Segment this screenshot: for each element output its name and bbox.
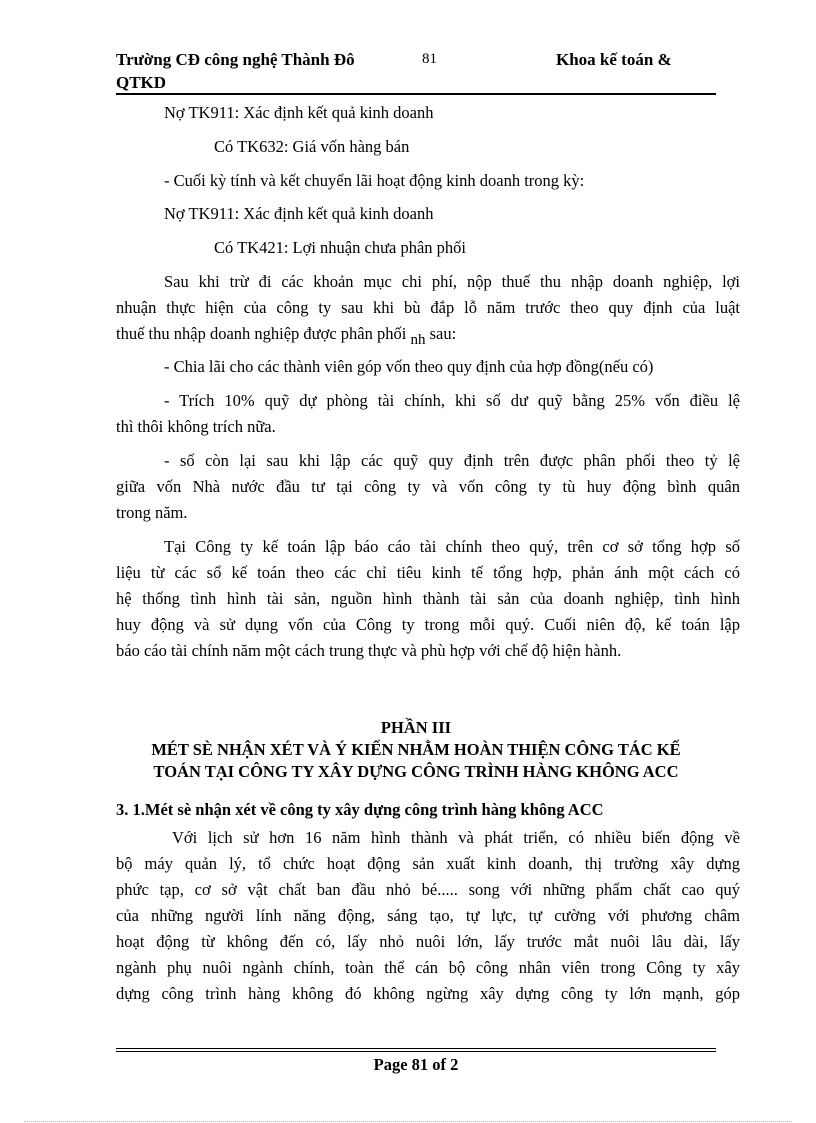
entry-line: - Cuối kỳ tính và kết chuyển lãi hoạt động kinh doanh trong kỳ: bbox=[164, 171, 585, 190]
bullet-line: - số còn lại sau khi lập các quỹ quy định trên được phân phối theo tỷ lệ bbox=[164, 451, 740, 470]
paragraph-line: hệ thống tình hình tài sản, nguồn hình thành tài sản của doanh nghiệp, tình hình bbox=[116, 589, 740, 608]
paragraph-line: Tại Công ty kế toán lập báo cáo tài chính theo quý, trên cơ sở tổng hợp số bbox=[164, 537, 740, 556]
bullet-line: giữa vốn Nhà nước đầu tư tại công ty và vốn công ty tù huy động bình quân bbox=[116, 477, 740, 496]
bullet-line: - Trích 10% quỹ dự phòng tài chính, khi số dư quỹ bằng 25% vốn điều lệ bbox=[164, 391, 740, 410]
header-page-number: 81 bbox=[422, 51, 437, 67]
page-footer: Page 81 of 2 bbox=[373, 1055, 459, 1074]
bullet-line: trong năm. bbox=[116, 503, 188, 522]
entry-line: Nợ TK911: Xác định kết quả kinh doanh bbox=[164, 103, 434, 122]
paragraph-line: hoạt động từ không đến có, lấy nhỏ nuôi lớn, lấy trước mắt nuôi lâu dài, lấy bbox=[116, 932, 740, 951]
footer-rule bbox=[116, 1048, 716, 1049]
bullet-line: - Chia lãi cho các thành viên góp vốn theo quy định của hợp đồng(nếu có) bbox=[164, 357, 654, 376]
school-name-line2: QTKD bbox=[116, 73, 167, 92]
part-heading: TOÁN TẠI CÔNG TY XÂY DỰNG CÔNG TRÌNH HÀNG KHÔNG ACC bbox=[153, 762, 679, 781]
part-heading: MÉT SÈ NHẬN XÉT VÀ Ý KIẾN NHẰM HOÀN THIỆN CÔNG TÁC KẾ bbox=[151, 740, 681, 759]
paragraph-line: báo cáo tài chính năm một cách trung thực và phù hợp với chế độ hiện hành. bbox=[116, 641, 622, 660]
header-rule bbox=[116, 93, 716, 95]
subscript-fragment: nh bbox=[410, 332, 426, 348]
paragraph-line: Với lịch sử hơn 16 năm hình thành và phát triển, có nhiều biến động về bbox=[172, 828, 740, 847]
entry-line: Có TK632: Giá vốn hàng bán bbox=[214, 137, 410, 156]
paragraph-line: phức tạp, cơ sở vật chất ban đầu nhỏ bé..... song với những phẩm chất cao quý bbox=[116, 880, 740, 899]
paragraph-line: liệu từ các sổ kế toán theo các chỉ tiêu kinh tế tổng hợp, phản ánh một cách có bbox=[116, 563, 740, 582]
section-heading: 3. 1.Mét sè nhận xét về công ty xây dựng công trình hàng không ACC bbox=[116, 800, 604, 819]
entry-line: Có TK421: Lợi nhuận chưa phân phối bbox=[214, 238, 466, 257]
paragraph-line: huy động và sử dụng vốn của Công ty trong mỗi quý. Cuối niên độ, kế toán lập bbox=[116, 615, 740, 634]
paragraph-line: ngành phụ nuôi ngành chính, toàn thể cán bộ công nhân viên trong Công ty xây bbox=[116, 958, 740, 977]
paragraph-line: của những người lính năng động, sáng tạo, tự lực, tự cường với phương châm bbox=[116, 906, 740, 925]
paragraph-line: bộ máy quản lý, tổ chức hoạt động sản xuất kinh doanh, thị trường xây dựng bbox=[116, 854, 740, 873]
department-name: Khoa kế toán & bbox=[556, 50, 672, 69]
bullet-line: thì thôi không trích nữa. bbox=[116, 417, 276, 436]
page-header bbox=[116, 48, 716, 94]
part-title: PHẦN III bbox=[380, 718, 452, 737]
paragraph-line: thuế thu nhập doanh nghiệp được phân phối nh sau: bbox=[116, 324, 457, 348]
page-bottom-border bbox=[24, 1121, 792, 1122]
paragraph-line: Sau khi trừ đi các khoản mục chi phí, nộp thuế thu nhập doanh nghiệp, lợi bbox=[164, 272, 740, 291]
paragraph-line: nhuận thực hiện của công ty sau khi bù đắp lỗ năm trước theo quy định của luật bbox=[116, 298, 740, 317]
entry-line: Nợ TK911: Xác định kết quả kinh doanh bbox=[164, 204, 434, 223]
paragraph-line: dựng công trình hàng không đó không ngừng xây dựng công ty lớn mạnh, góp bbox=[116, 984, 740, 1003]
school-name: Trường CĐ công nghệ Thành Đô bbox=[116, 50, 355, 69]
footer-rule bbox=[116, 1051, 716, 1052]
